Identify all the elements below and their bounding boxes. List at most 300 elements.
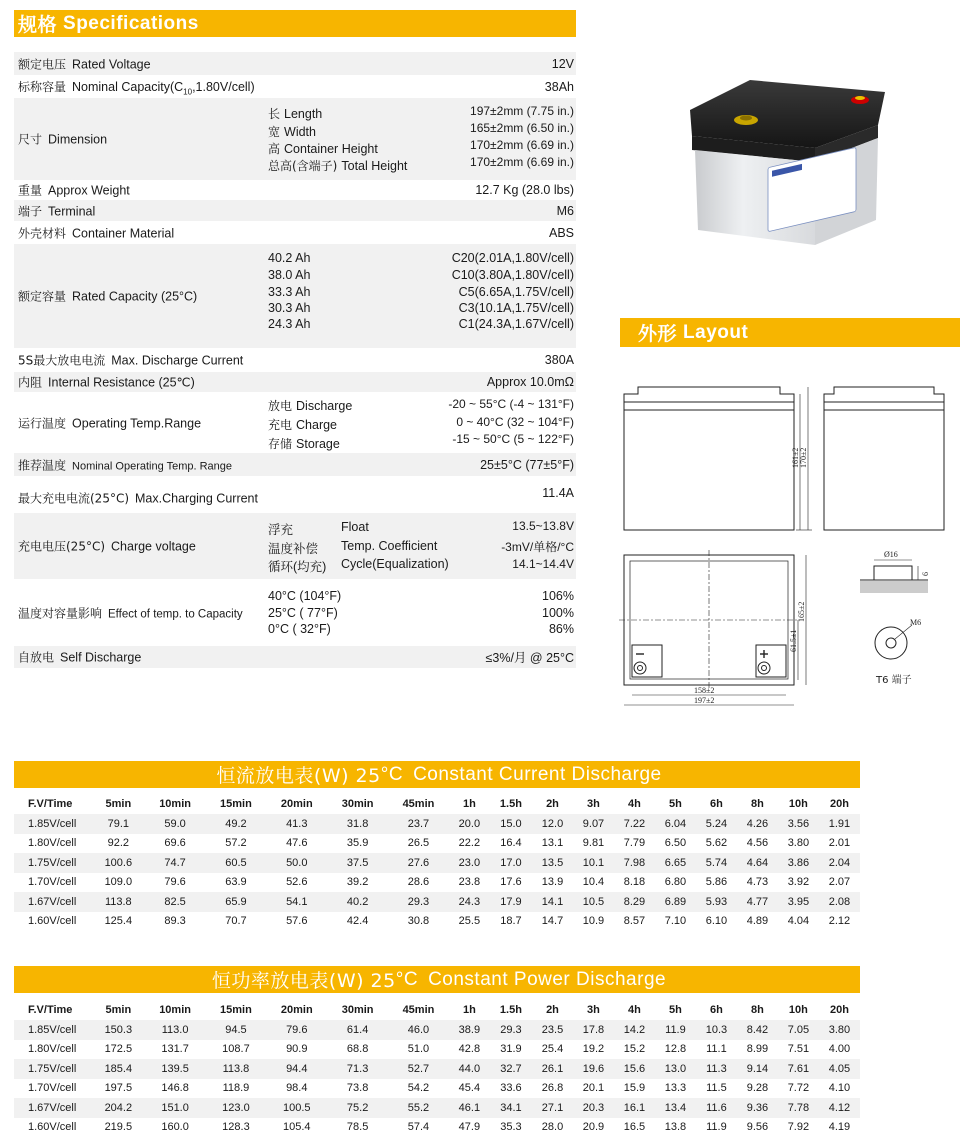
table-cell: 5.93	[696, 892, 737, 912]
table-cell: 14.2	[614, 1020, 655, 1040]
table-cell: 20.0	[449, 814, 490, 834]
table-cell: 24.3	[449, 892, 490, 912]
rated-capacity-label-cn: 额定容量	[18, 289, 67, 304]
table-cell: 5.74	[696, 853, 737, 873]
specifications-header-en: Specifications	[63, 12, 199, 34]
spec-row-rated-voltage	[14, 52, 576, 75]
table-cell: 69.6	[164, 837, 186, 850]
terminal-value: M6	[556, 203, 574, 218]
table-row	[14, 853, 860, 873]
operating-temp-label: Operating Temp.Range	[72, 416, 202, 430]
dim-terminal-height: 6	[921, 572, 930, 576]
charge-voltage-temp-coef-label-cn: 温度补偿	[268, 542, 319, 556]
dim-terminal-thread: M6	[910, 618, 922, 627]
table-cell: 82.5	[145, 892, 206, 912]
row-voltage-label: 1.75V/cell	[14, 1059, 92, 1079]
nominal-capacity-subscript: 10	[183, 86, 193, 96]
rated-voltage-label-cn: 额定电压	[18, 57, 67, 71]
table-cell: 23.0	[449, 853, 490, 873]
operating-temp-discharge-value: -20 ~ 55°C (-4 ~ 131°F)	[448, 397, 574, 411]
rated-capacity-condition: C5(6.65A,1.75V/cell)	[458, 285, 574, 299]
max-charging-label: Max.Charging Current	[135, 491, 258, 506]
table-cell: 11.6	[696, 1098, 737, 1118]
rated-capacity-label: Rated Capacity (25°C)	[72, 289, 198, 304]
temp-effect-label-cn: 温度对容量影响	[18, 606, 103, 620]
table-cell: 79.6	[266, 1020, 327, 1040]
row-voltage-label: 1.85V/cell	[14, 814, 92, 834]
row-voltage-label: 1.80V/cell	[28, 837, 77, 850]
table-cell: 11.1	[706, 1043, 727, 1056]
table-cell: 9.28	[746, 1082, 769, 1095]
dimension-total-height-value: 170±2mm (6.69 in.)	[470, 155, 574, 169]
container-material-label: Container Material	[72, 226, 175, 240]
nominal-temp-value: 25±5°C (77±5°F)	[480, 457, 574, 472]
table-cell: 204.2	[92, 1098, 145, 1118]
table-cell: 14.1	[532, 892, 573, 912]
table-cell: 4.89	[746, 915, 769, 928]
spec-row-terminal	[14, 200, 576, 221]
charge-voltage-label: Charge voltage	[111, 539, 196, 554]
table-row	[14, 873, 860, 893]
specifications-header	[14, 10, 576, 37]
table-cell: 7.72	[787, 1082, 810, 1095]
table-cell: 26.1	[532, 1059, 573, 1079]
table-cell: 79.1	[92, 814, 145, 834]
rated-capacity-condition: C3(10.1A,1.75V/cell)	[458, 301, 574, 315]
row-voltage-label: 1.75V/cell	[14, 853, 92, 873]
self-discharge-value: ≤3%/月 @ 25°C	[485, 651, 574, 665]
rated-capacity-ah: 38.0 Ah	[268, 268, 311, 282]
table-cell: 2.04	[819, 853, 860, 873]
table-cell: 79.6	[164, 876, 186, 889]
table-cell: 19.6	[573, 1059, 614, 1079]
nominal-capacity-label-cn: 标称容量	[18, 79, 67, 94]
table-cell: 38.9	[449, 1020, 490, 1040]
table-cell: 20.3	[573, 1098, 614, 1118]
layout-header-cn: 外形	[638, 323, 678, 345]
table-cell: 100.5	[266, 1098, 327, 1118]
table-cell: 109.0	[104, 876, 133, 889]
table-cell: 12.8	[664, 1043, 687, 1056]
table-row	[14, 834, 860, 854]
table-cell: 17.0	[490, 853, 532, 873]
table-header-cell: 5min	[105, 1003, 132, 1016]
max-discharge-value: 380A	[544, 353, 574, 367]
table-cell: 16.1	[614, 1098, 655, 1118]
table-cell: 20.9	[582, 1121, 605, 1134]
charge-voltage-cycle-label-cn: 循环(均充)	[268, 560, 327, 574]
table-cell: 44.0	[449, 1059, 490, 1079]
table-cell: 4.05	[819, 1059, 860, 1079]
table-header-cell: 20min	[280, 1003, 313, 1016]
table-cell: 73.8	[346, 1082, 369, 1095]
table-cell: 185.4	[92, 1059, 145, 1079]
table-header-cell: 1h	[462, 1003, 476, 1016]
operating-temp-discharge-label: 放电 Discharge	[268, 399, 353, 413]
layout-drawings	[612, 370, 960, 720]
table-cell: 3.56	[778, 814, 819, 834]
table-cell: 32.7	[490, 1059, 532, 1079]
dimension-label: Dimension	[48, 132, 108, 147]
table-cell: 78.5	[346, 1121, 369, 1134]
table-cell: 9.07	[573, 814, 614, 834]
table-header-cell: 5min	[105, 797, 132, 810]
table-header-cell: 10min	[159, 1003, 191, 1016]
table-header-cell: 30min	[341, 797, 374, 810]
table-cell: 35.3	[500, 1121, 522, 1134]
max-discharge-label: Max. Discharge Current	[111, 353, 244, 368]
max-charging-label-cn: 最大充电电流(25°C)	[18, 491, 130, 506]
table-row	[14, 1059, 860, 1079]
table-cell: 7.22	[614, 814, 655, 834]
internal-resistance-label: Internal Resistance (25℃)	[48, 375, 195, 390]
spec-row-charge-voltage	[14, 513, 576, 579]
table-cell: 52.6	[286, 876, 308, 889]
power-discharge-title-cn: 恒功率放电表(W) 25	[211, 970, 396, 992]
table-cell: 31.8	[327, 814, 388, 834]
table-cell: 37.5	[327, 853, 388, 873]
table-cell: 23.5	[532, 1020, 573, 1040]
table-cell: 15.6	[614, 1059, 655, 1079]
table-cell: 26.8	[541, 1082, 564, 1095]
table-cell: 29.3	[490, 1020, 532, 1040]
table-cell: 5.24	[696, 814, 737, 834]
table-cell: 90.9	[286, 1043, 308, 1056]
rated-capacity-condition: C10(3.80A,1.80V/cell)	[451, 268, 574, 282]
table-header-cell: 10h	[788, 1003, 808, 1016]
table-cell: 17.8	[573, 1020, 614, 1040]
table-cell: 128.3	[222, 1121, 250, 1134]
table-cell: 63.9	[225, 876, 247, 889]
rated-capacity-condition: C1(24.3A,1.67V/cell)	[458, 317, 574, 331]
table-cell: 10.9	[582, 915, 605, 928]
table-cell: 94.5	[206, 1020, 267, 1040]
table-cell: 25.4	[541, 1043, 564, 1056]
row-voltage-label: 1.70V/cell	[28, 876, 77, 889]
temp-effect-0c-value: 86%	[548, 622, 574, 636]
table-cell: 52.7	[388, 1059, 449, 1079]
table-cell: 5.62	[705, 837, 728, 850]
table-cell: 11.3	[696, 1059, 737, 1079]
table-cell: 172.5	[104, 1043, 133, 1056]
table-cell: 8.29	[614, 892, 655, 912]
charge-voltage-cycle-label: Cycle(Equalization)	[341, 557, 449, 571]
table-cell: 33.6	[500, 1082, 522, 1095]
internal-resistance-label-cn: 内阻	[18, 375, 43, 390]
table-cell: 16.4	[500, 837, 522, 850]
self-discharge-label-cn: 自放电	[18, 650, 55, 665]
table-cell: 57.2	[225, 837, 247, 850]
current-discharge-header	[14, 761, 860, 788]
table-row	[14, 912, 860, 932]
table-cell: 22.2	[458, 837, 481, 850]
table-cell: 3.95	[778, 892, 819, 912]
table-cell: 6.80	[664, 876, 687, 889]
table-cell: 28.0	[541, 1121, 564, 1134]
table-cell: 92.2	[107, 837, 130, 850]
table-cell: 35.9	[346, 837, 369, 850]
table-cell: 6.04	[655, 814, 696, 834]
table-cell: 13.3	[664, 1082, 687, 1095]
table-header-cell: 3h	[587, 797, 600, 810]
operating-temp-storage-label: 存储 Storage	[268, 437, 340, 451]
nominal-capacity-value: 38Ah	[544, 79, 574, 94]
table-header-cell: 20h	[829, 1003, 849, 1016]
table-cell: 46.1	[449, 1098, 490, 1118]
table-cell: 10.4	[582, 876, 605, 889]
table-cell: 61.4	[327, 1020, 388, 1040]
table-row	[14, 814, 860, 834]
row-voltage-label: 1.67V/cell	[14, 1098, 92, 1118]
table-cell: 3.86	[778, 853, 819, 873]
table-header-cell: 1.5h	[499, 797, 522, 810]
table-cell: 15.0	[490, 814, 532, 834]
temp-effect-25c-value: 100%	[542, 606, 574, 620]
table-cell: 4.12	[819, 1098, 860, 1118]
table-row	[14, 892, 860, 912]
table-header-cell: 8h	[750, 797, 764, 810]
spec-row-max-charging	[14, 476, 576, 513]
table-cell: 113.8	[92, 892, 145, 912]
table-cell: 54.1	[266, 892, 327, 912]
temp-effect-label: Effect of temp. to Capacity	[108, 608, 243, 620]
table-cell: 12.0	[532, 814, 573, 834]
rated-capacity-ah: 40.2 Ah	[268, 251, 311, 265]
table-cell: 5.86	[705, 876, 728, 889]
dim-terminal-diameter: Ø16	[884, 550, 898, 559]
table-row	[14, 1098, 860, 1118]
operating-temp-label-cn: 运行温度	[18, 416, 67, 430]
table-header-cell: F.V/Time	[28, 797, 73, 810]
operating-temp-storage-value: -15 ~ 50°C (5 ~ 122°F)	[452, 432, 574, 446]
charge-voltage-label-cn: 充电电压(25°C)	[18, 539, 106, 554]
layout-header	[620, 318, 960, 347]
weight-value: 12.7 Kg (28.0 lbs)	[475, 183, 574, 197]
temp-effect-25c-label: 25°C ( 77°F)	[268, 606, 338, 620]
table-cell: 45.4	[458, 1082, 481, 1095]
table-cell: 57.4	[407, 1121, 430, 1134]
table-header-cell: 30min	[341, 1003, 374, 1016]
table-cell: 4.77	[737, 892, 778, 912]
table-header-cell: 4h	[628, 1003, 641, 1016]
operating-temp-charge-label: 充电 Charge	[268, 418, 338, 432]
table-cell: 70.7	[225, 915, 247, 928]
current-discharge-title-unit: °C	[380, 763, 404, 785]
terminal-type-label: T6 端子	[876, 675, 912, 686]
container-material-value: ABS	[548, 225, 574, 240]
terminal-label: Terminal	[48, 204, 96, 218]
operating-temp-charge-value: 0 ~ 40°C (32 ~ 104°F)	[456, 415, 574, 429]
table-cell: 68.8	[346, 1043, 369, 1056]
table-cell: 13.1	[541, 837, 564, 850]
table-header-cell: 10h	[788, 797, 808, 810]
table-cell: 47.9	[458, 1121, 481, 1134]
dim-top-height-1: 61.5±1	[789, 629, 798, 652]
dimension-label-cn: 尺寸	[18, 132, 43, 147]
table-cell: 23.7	[388, 814, 449, 834]
table-header-cell: 3h	[587, 1003, 600, 1016]
table-cell: 46.0	[388, 1020, 449, 1040]
table-cell: 71.3	[327, 1059, 388, 1079]
table-cell: 4.73	[746, 876, 769, 889]
table-cell: 2.07	[828, 876, 851, 889]
table-cell: 8.42	[737, 1020, 778, 1040]
dim-top-width-1: 158±2	[694, 686, 715, 695]
max-discharge-label-cn: 5S最大放电电流	[18, 353, 106, 368]
table-row	[14, 1020, 860, 1040]
table-header-cell: 8h	[750, 1003, 764, 1016]
table-cell: 50.0	[266, 853, 327, 873]
table-cell: 27.6	[388, 853, 449, 873]
table-cell: 31.9	[500, 1043, 522, 1056]
table-cell: 7.92	[787, 1121, 810, 1134]
table-cell: 131.7	[161, 1043, 189, 1056]
table-cell: 26.5	[407, 837, 430, 850]
table-cell: 34.1	[490, 1098, 532, 1118]
dimension-length-value: 197±2mm (7.75 in.)	[470, 104, 574, 118]
temp-effect-0c-label: 0°C ( 32°F)	[268, 622, 331, 636]
table-cell: 8.99	[746, 1043, 769, 1056]
weight-label: Approx Weight	[48, 183, 130, 198]
spec-row-internal-resistance	[14, 372, 576, 392]
table-cell: 4.00	[828, 1043, 851, 1056]
table-cell: 15.9	[623, 1082, 646, 1095]
rated-capacity-ah: 24.3 Ah	[268, 317, 311, 331]
table-header-cell: 15min	[220, 797, 252, 810]
dim-height-1: 161±2	[791, 447, 800, 468]
table-cell: 42.8	[458, 1043, 481, 1056]
table-header-cell: 1.5h	[499, 1003, 522, 1016]
rated-voltage-value: 12V	[551, 56, 574, 71]
table-cell: 123.0	[206, 1098, 267, 1118]
table-header-cell: 45min	[402, 1003, 435, 1016]
container-material-label-cn: 外壳材料	[18, 226, 67, 240]
dimension-container-height-label: 高 Container Height	[268, 142, 378, 156]
table-cell: 54.2	[407, 1082, 430, 1095]
table-cell: 30.8	[407, 915, 430, 928]
row-voltage-label: 1.80V/cell	[28, 1043, 77, 1056]
table-row	[14, 1079, 860, 1099]
table-cell: 25.5	[458, 915, 481, 928]
table-cell: 4.04	[787, 915, 810, 928]
table-cell: 9.56	[746, 1121, 769, 1134]
nominal-capacity-label-tail: ,1.80V/cell)	[192, 79, 255, 94]
table-cell: 57.6	[286, 915, 308, 928]
current-discharge-title-en: Constant Current Discharge	[413, 763, 662, 785]
row-voltage-label: 1.60V/cell	[28, 1121, 77, 1134]
nominal-temp-label: Nominal Operating Temp. Range	[72, 460, 233, 472]
dimension-container-height-value: 170±2mm (6.69 in.)	[470, 138, 574, 152]
table-cell: 94.4	[266, 1059, 327, 1079]
table-cell: 11.9	[706, 1121, 727, 1134]
specifications-table	[14, 52, 576, 668]
table-cell: 197.5	[104, 1082, 133, 1095]
table-cell: 125.4	[104, 915, 133, 928]
table-cell: 2.01	[828, 837, 851, 850]
table-cell: 139.5	[145, 1059, 206, 1079]
table-cell: 28.6	[407, 876, 430, 889]
table-header-cell: 2h	[546, 1003, 559, 1016]
table-cell: 13.9	[541, 876, 564, 889]
table-header-cell: 6h	[710, 1003, 723, 1016]
table-cell: 11.9	[655, 1020, 696, 1040]
power-discharge-title-en: Constant Power Discharge	[428, 968, 667, 990]
table-cell: 19.2	[582, 1043, 605, 1056]
table-header-row	[14, 793, 860, 814]
table-cell: 1.91	[819, 814, 860, 834]
table-cell: 100.6	[92, 853, 145, 873]
table-cell: 7.98	[614, 853, 655, 873]
table-header-cell: 5h	[669, 1003, 682, 1016]
charge-voltage-float-label-cn: 浮充	[268, 523, 294, 537]
dim-height-2: 170±2	[799, 447, 808, 468]
weight-label-cn: 重量	[18, 183, 43, 198]
layout-header-en: Layout	[683, 321, 749, 343]
charge-voltage-temp-coef-label: Temp. Coefficient	[341, 539, 438, 553]
table-cell: 4.26	[737, 814, 778, 834]
table-header-cell: 20h	[829, 797, 849, 810]
table-cell: 3.92	[787, 876, 810, 889]
table-cell: 2.12	[828, 915, 851, 928]
table-cell: 118.9	[222, 1082, 250, 1095]
table-cell: 98.4	[286, 1082, 308, 1095]
dim-top-width-2: 197±2	[694, 696, 715, 705]
dimension-total-height-label: 总高(含端子) Total Height	[268, 159, 408, 173]
table-cell: 42.4	[346, 915, 369, 928]
table-cell: 4.10	[828, 1082, 851, 1095]
table-cell: 60.5	[206, 853, 267, 873]
table-header-cell: 6h	[710, 797, 723, 810]
table-cell: 113.0	[145, 1020, 206, 1040]
power-discharge-title-unit: °C	[395, 968, 419, 990]
spec-row-nominal-capacity	[14, 75, 576, 98]
spec-row-weight	[14, 180, 576, 200]
table-cell: 10.3	[696, 1020, 737, 1040]
charge-voltage-float-value: 13.5~13.8V	[512, 519, 574, 533]
spec-row-temp-effect	[14, 579, 576, 646]
row-voltage-label: 1.85V/cell	[14, 1020, 92, 1040]
table-cell: 74.7	[145, 853, 206, 873]
spec-row-nominal-temp	[14, 453, 576, 476]
temp-effect-40c-value: 106%	[542, 589, 574, 603]
dim-top-height-2: 165±2	[797, 601, 806, 622]
table-cell: 17.6	[500, 876, 522, 889]
table-header-cell: 20min	[280, 797, 313, 810]
dimension-width-label: 宽 Width	[268, 125, 316, 139]
table-cell: 9.81	[582, 837, 605, 850]
rated-capacity-ah: 30.3 Ah	[268, 301, 311, 315]
table-cell: 18.7	[500, 915, 522, 928]
table-cell: 51.0	[407, 1043, 430, 1056]
table-row	[14, 1040, 860, 1060]
table-cell: 160.0	[161, 1121, 189, 1134]
table-cell: 75.2	[327, 1098, 388, 1118]
nominal-temp-label-cn: 推荐温度	[18, 458, 67, 472]
table-cell: 39.2	[346, 876, 369, 889]
table-cell: 23.8	[458, 876, 481, 889]
table-cell: 89.3	[164, 915, 186, 928]
table-cell: 13.0	[655, 1059, 696, 1079]
spec-row-max-discharge	[14, 348, 576, 372]
table-cell: 3.80	[819, 1020, 860, 1040]
spec-row-operating-temp	[14, 392, 576, 453]
table-cell: 13.4	[655, 1098, 696, 1118]
table-cell: 6.89	[655, 892, 696, 912]
table-cell: 8.18	[623, 876, 646, 889]
table-cell: 108.7	[222, 1043, 250, 1056]
table-cell: 8.57	[623, 915, 646, 928]
table-header-row	[14, 999, 860, 1020]
